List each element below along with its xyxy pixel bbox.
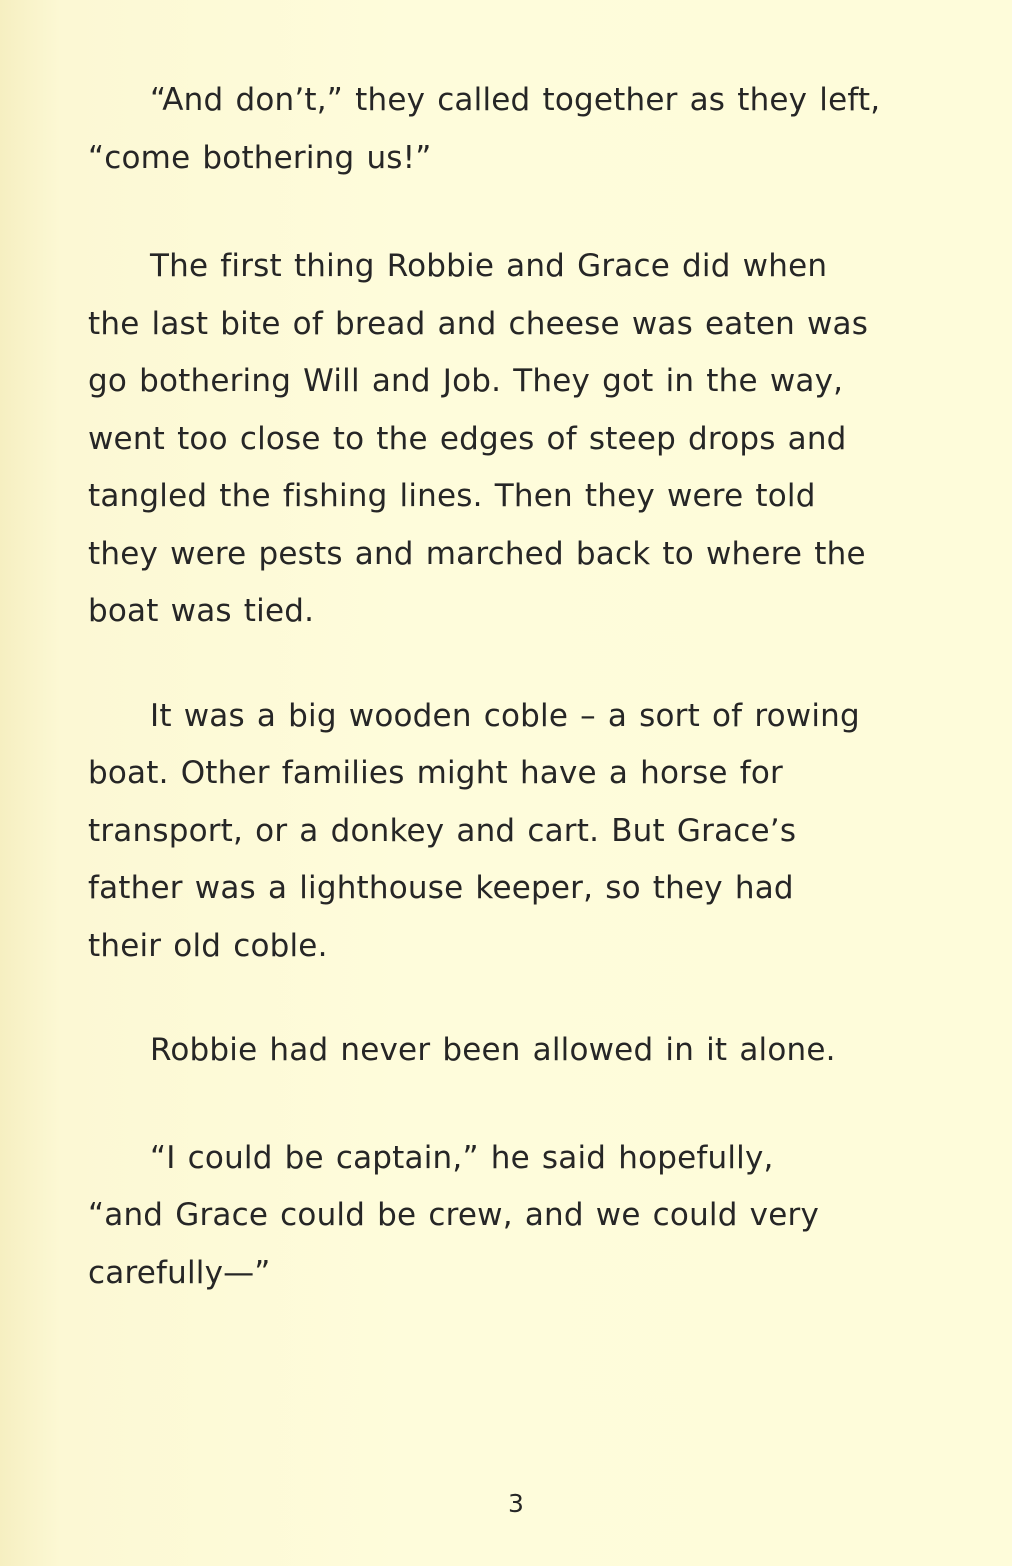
story-text bbox=[88, 72, 968, 1302]
paragraph-never-allowed: Robbie had never been allowed in it alone. bbox=[150, 1032, 836, 1068]
page-number: 3 bbox=[508, 1489, 524, 1518]
paragraph-bothering-will-and-job: The first thing Robbie and Grace did when the last bite of bread and cheese was eaten was go bothering Will and Job. They got in the way, went too close to the edges of steep drops and tangled the fishing lines. Then they were told they were pests and marched back to where the boat was tied. bbox=[88, 248, 869, 629]
paragraph-wooden-coble: It was a big wooden coble – a sort of rowing boat. Other families might have a horse for transport, or a donkey and cart. But Grace’s father was a lighthouse keeper, so they had their old coble. bbox=[88, 697, 860, 964]
paragraph-captain-dialogue: “I could be captain,” he said hopefully, “and Grace could be crew, and we could very carefully—” bbox=[88, 1139, 819, 1291]
paragraph-dialogue-leaving: “And don’t,” they called together as they left, “come bothering us!” bbox=[88, 82, 881, 176]
